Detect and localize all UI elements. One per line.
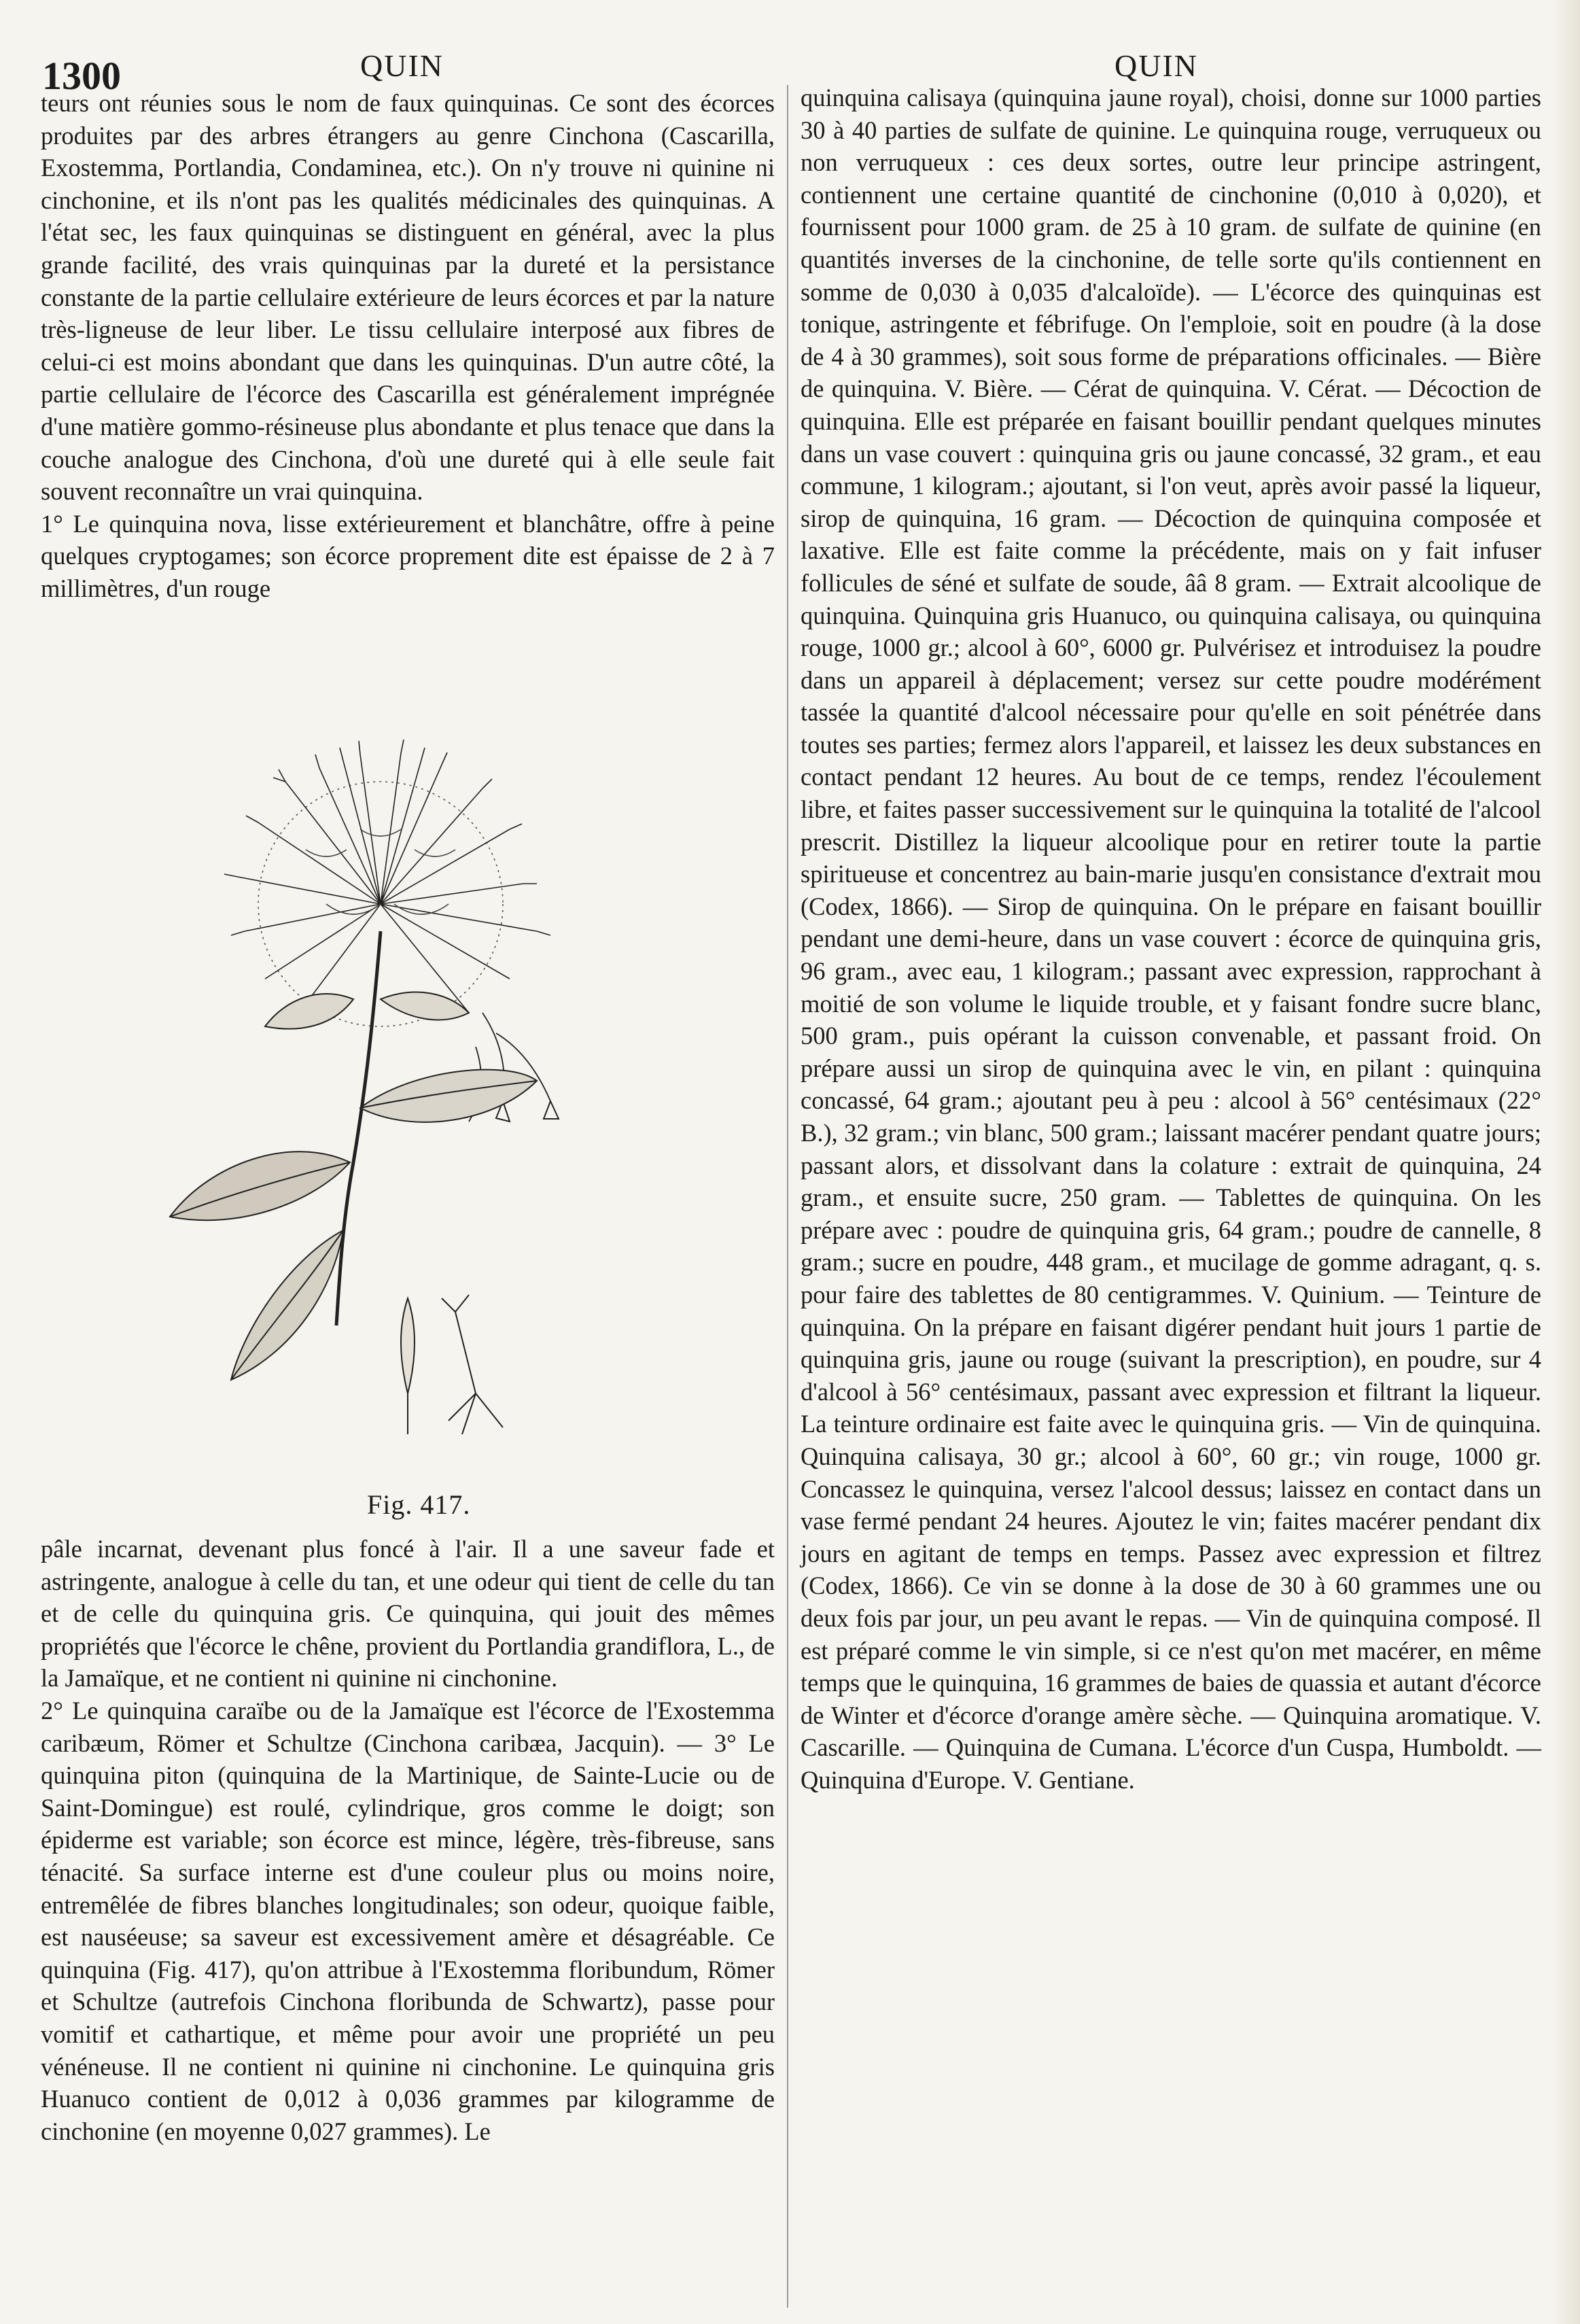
page-number: 1300 [42, 54, 121, 98]
running-head-right: QUIN [1114, 48, 1198, 83]
column-rule [787, 85, 788, 2308]
stem [336, 931, 381, 1325]
paragraph: pâle incarnat, devenant plus foncé à l'air. Il a une saveur fade et astringente, analogue à celle du tan, et une odeur qui tient de celle du tan et de celle du quinquina gris. Ce quinquina, qui jouit des mêmes propriétés que l'écorce le chêne, provient du Portlandia grandiflora, L., de la Jamaïque, et ne contient ni quinine ni cinchonine. [41, 1535, 775, 1693]
seed-capsule [401, 1298, 415, 1393]
figure-417 [156, 727, 591, 1482]
paragraph: quinquina calisaya (quinquina jaune royal), choisi, donne sur 1000 parties 30 à 40 parties de sulfate de quinine. Le quinquina rouge, verruqueux ou non verruqueux : ces deux sortes, outre leur principe astringent, contiennent une certaine quantité de cinchonine (0,010 à 0,020), et fournissent pour 1000 gram. de 25 à 10 gram. de sulfate de quinine (en quantités inverses de la cinchonine, de telle sorte qu'ils contiennent en somme de 0,030 à 0,035 d'alcaloïde). — L'écorce des quinquinas est tonique, astringente et fébrifuge. On l'emploie, soit en poudre (à la dose de 4 à 30 grammes), soit sous forme de préparations officinales. — Bière de quinquina. V. Bière. — Cérat de quinquina. V. Cérat. — Décoction de quinquina. Elle est préparée en faisant bouillir pendant quelques minutes dans un vase couvert : quinquina gris ou jaune concassé, 32 gram., et eau commune, 1 kilogram.; ajoutant, si l'on veut, après avoir passé la liqueur, sirop de quinquina, 16 gram. — Décoction de quinquina composée et laxative. Elle est faite comme la précédente, mais on y fait infuser follicules de séné et sulfate de soude, ââ 8 gram. — Extrait alcoolique de quinquina. Quinquina gris Huanuco, ou quinquina calisaya, ou quinquina rouge, 1000 gr.; alcool à 60°, 6000 gr. Pulvérisez et introduisez la poudre dans un appareil à déplacement; versez sur cette poudre modérément tassée la quantité d'alcool nécessaire pour qu'elle en soit pénétrée dans toutes ses parties; fermez alors l'appareil, et laissez les deux substances en contact pendant 12 heures. Au bout de ce temps, rendez l'écoulement libre, et faites passer successivement sur le quinquina la totalité de l'alcool prescrit. Distillez la liqueur alcoolique pour en retirer toute la partie spiritueuse et concentrez au bain-marie jusqu'en consistance d'extrait mou (Codex, 1866). — Sirop de quinquina. On le prépare en faisant bouillir pendant une demi-heure, dans un vase couvert : écorce de quinquina gris, 96 gram., avec eau, 1 kilogram.; passant avec expression, rapprochant à moitié de son volume le liquide trouble, et y faisant fondre sucre blanc, 500 gram., puis opérant la cuisson convenable, et passant froid. On prépare aussi un sirop de quinquina avec le vin, en pilant : quinquina concassé, 64 gram.; ajoutant peu à peu : alcool à 56° centésimaux (22° B.), 32 gram.; vin blanc, 500 gram.; laissant macérer pendant quatre jours; passant alors, et dissolvant dans la colature : extrait de quinquina, 24 gram., et ensuite sucre, 250 gram. — Tablettes de quinquina. On les prépare avec : poudre de quinquina gris, 64 gram.; poudre de cannelle, 8 gram.; sucre en poudre, 448 gram., et mucilage de gomme adragant, q. s. pour faire des tablettes de 80 centigrammes. V. Quinium. — Teinture de quinquina. On la prépare en faisant digérer pendant huit jours 1 partie de quinquina gris, jaune ou rouge (suivant la prescription), en poudre, sur 4 d'alcool à 56° centésimaux, passant avec expression et filtrant la liqueur. La teinture ordinaire est faite avec le quinquina gris. — Vin de quinquina. Quinquina calisaya, 30 gr.; alcool à 60°, 60 gr.; vin rouge, 1000 gr. Concassez le quinquina, versez l'alcool dessus; laissez en contact dans un vase fermé pendant 24 heures. Ajoutez le vin; faites macérer pendant dix jours en agitant de temps en temps. Passez avec expression et filtrez (Codex, 1866). Ce vin se donne à la dose de 30 à 60 grammes une ou deux fois par jour, un peu avant le repas. — Vin de quinquina composé. Il est préparé comme le vin simple, si ce n'est qu'on met macérer, en même temps que le quinquina, 16 grammes de baies de quassia et autant d'écorce de Winter et d'écorce d'orange amère sèche. — Quinquina aromatique. V. Cascarille. — Quinquina de Cumana. L'écorce d'un Cuspa, Humboldt. — Quinquina d'Europe. V. Gentiane. [801, 84, 1541, 1794]
running-head-left: QUIN [360, 48, 444, 83]
right-column [801, 82, 1541, 1796]
left-column-bottom [41, 1533, 775, 2147]
cinchona-branch-illustration [156, 727, 591, 1482]
leaf [360, 1070, 537, 1122]
detached-flower [442, 1295, 503, 1434]
paragraph: teurs ont réunies sous le nom de faux quinquinas. Ce sont des écorces produites par des arbres étrangers au genre Cinchona (Cascarilla, Exostemma, Portlandia, Condaminea, etc.). On n'y trouve ni quinine ni cinchonine, et ils n'ont pas les qualités médicinales des quinquinas. A l'état sec, les faux quinquinas se distinguent en général, avec la plus grande facilité, des vrais quinquinas par la dureté et la persistance constante de la partie cellulaire extérieure de leurs écorces et par la nature très-ligneuse de leur liber. Le tissu cellulaire interposé aux fibres de celui-ci est moins abondant que dans les quinquinas. D'un autre côté, la partie cellulaire de l'écorce des Cascarilla est généralement imprégnée d'une matière gommo-résineuse plus abondante et plus tenace que dans la couche analogue des Cinchona, d'où une dureté qui à elle seule fait souvent reconnaître un vrai quinquina. [41, 89, 775, 506]
leaf [265, 994, 353, 1028]
figure-caption: Fig. 417. [367, 1489, 471, 1520]
left-column-top [41, 87, 775, 605]
page-edge [1551, 0, 1580, 2324]
paragraph: 1° Le quinquina nova, lisse extérieurement et blanchâtre, offre à peine quelques cryptogames; son écorce proprement dite est épaisse de 2 à 7 millimètres, d'un rouge [41, 509, 775, 602]
paragraph: 2° Le quinquina caraïbe ou de la Jamaïque est l'écorce de l'Exostemma caribæum, Römer et Schultze (Cinchona caribæa, Jacquin). — 3° Le quinquina piton (quinquina de la Martinique, de Sainte-Lucie ou de Saint-Domingue) est roulé, cylindrique, gros comme le doigt; son épiderme est variable; son écorce est mince, légère, très-fibreuse, sans ténacité. Sa surface interne est d'une couleur plus ou moins noire, entremêlée de fibres blanches longitudinales; son odeur, quoique faible, est nauséeuse; sa saveur est excessivement amère et désagréable. Ce quinquina (Fig. 417), qu'on attribue à l'Exostemma floribundum, Römer et Schultze (autrefois Cinchona floribunda de Schwartz), passe pour vomitif et cathartique, et même pour avoir une propriété un peu vénéneuse. Il ne contient ni quinine ni cinchonine. Le quinquina gris Huanuco contient de 0,012 à 0,036 grammes par kilogramme de cinchonine (en moyenne 0,027 grammes). Le [41, 1696, 775, 2145]
flower-cluster [224, 740, 550, 1026]
